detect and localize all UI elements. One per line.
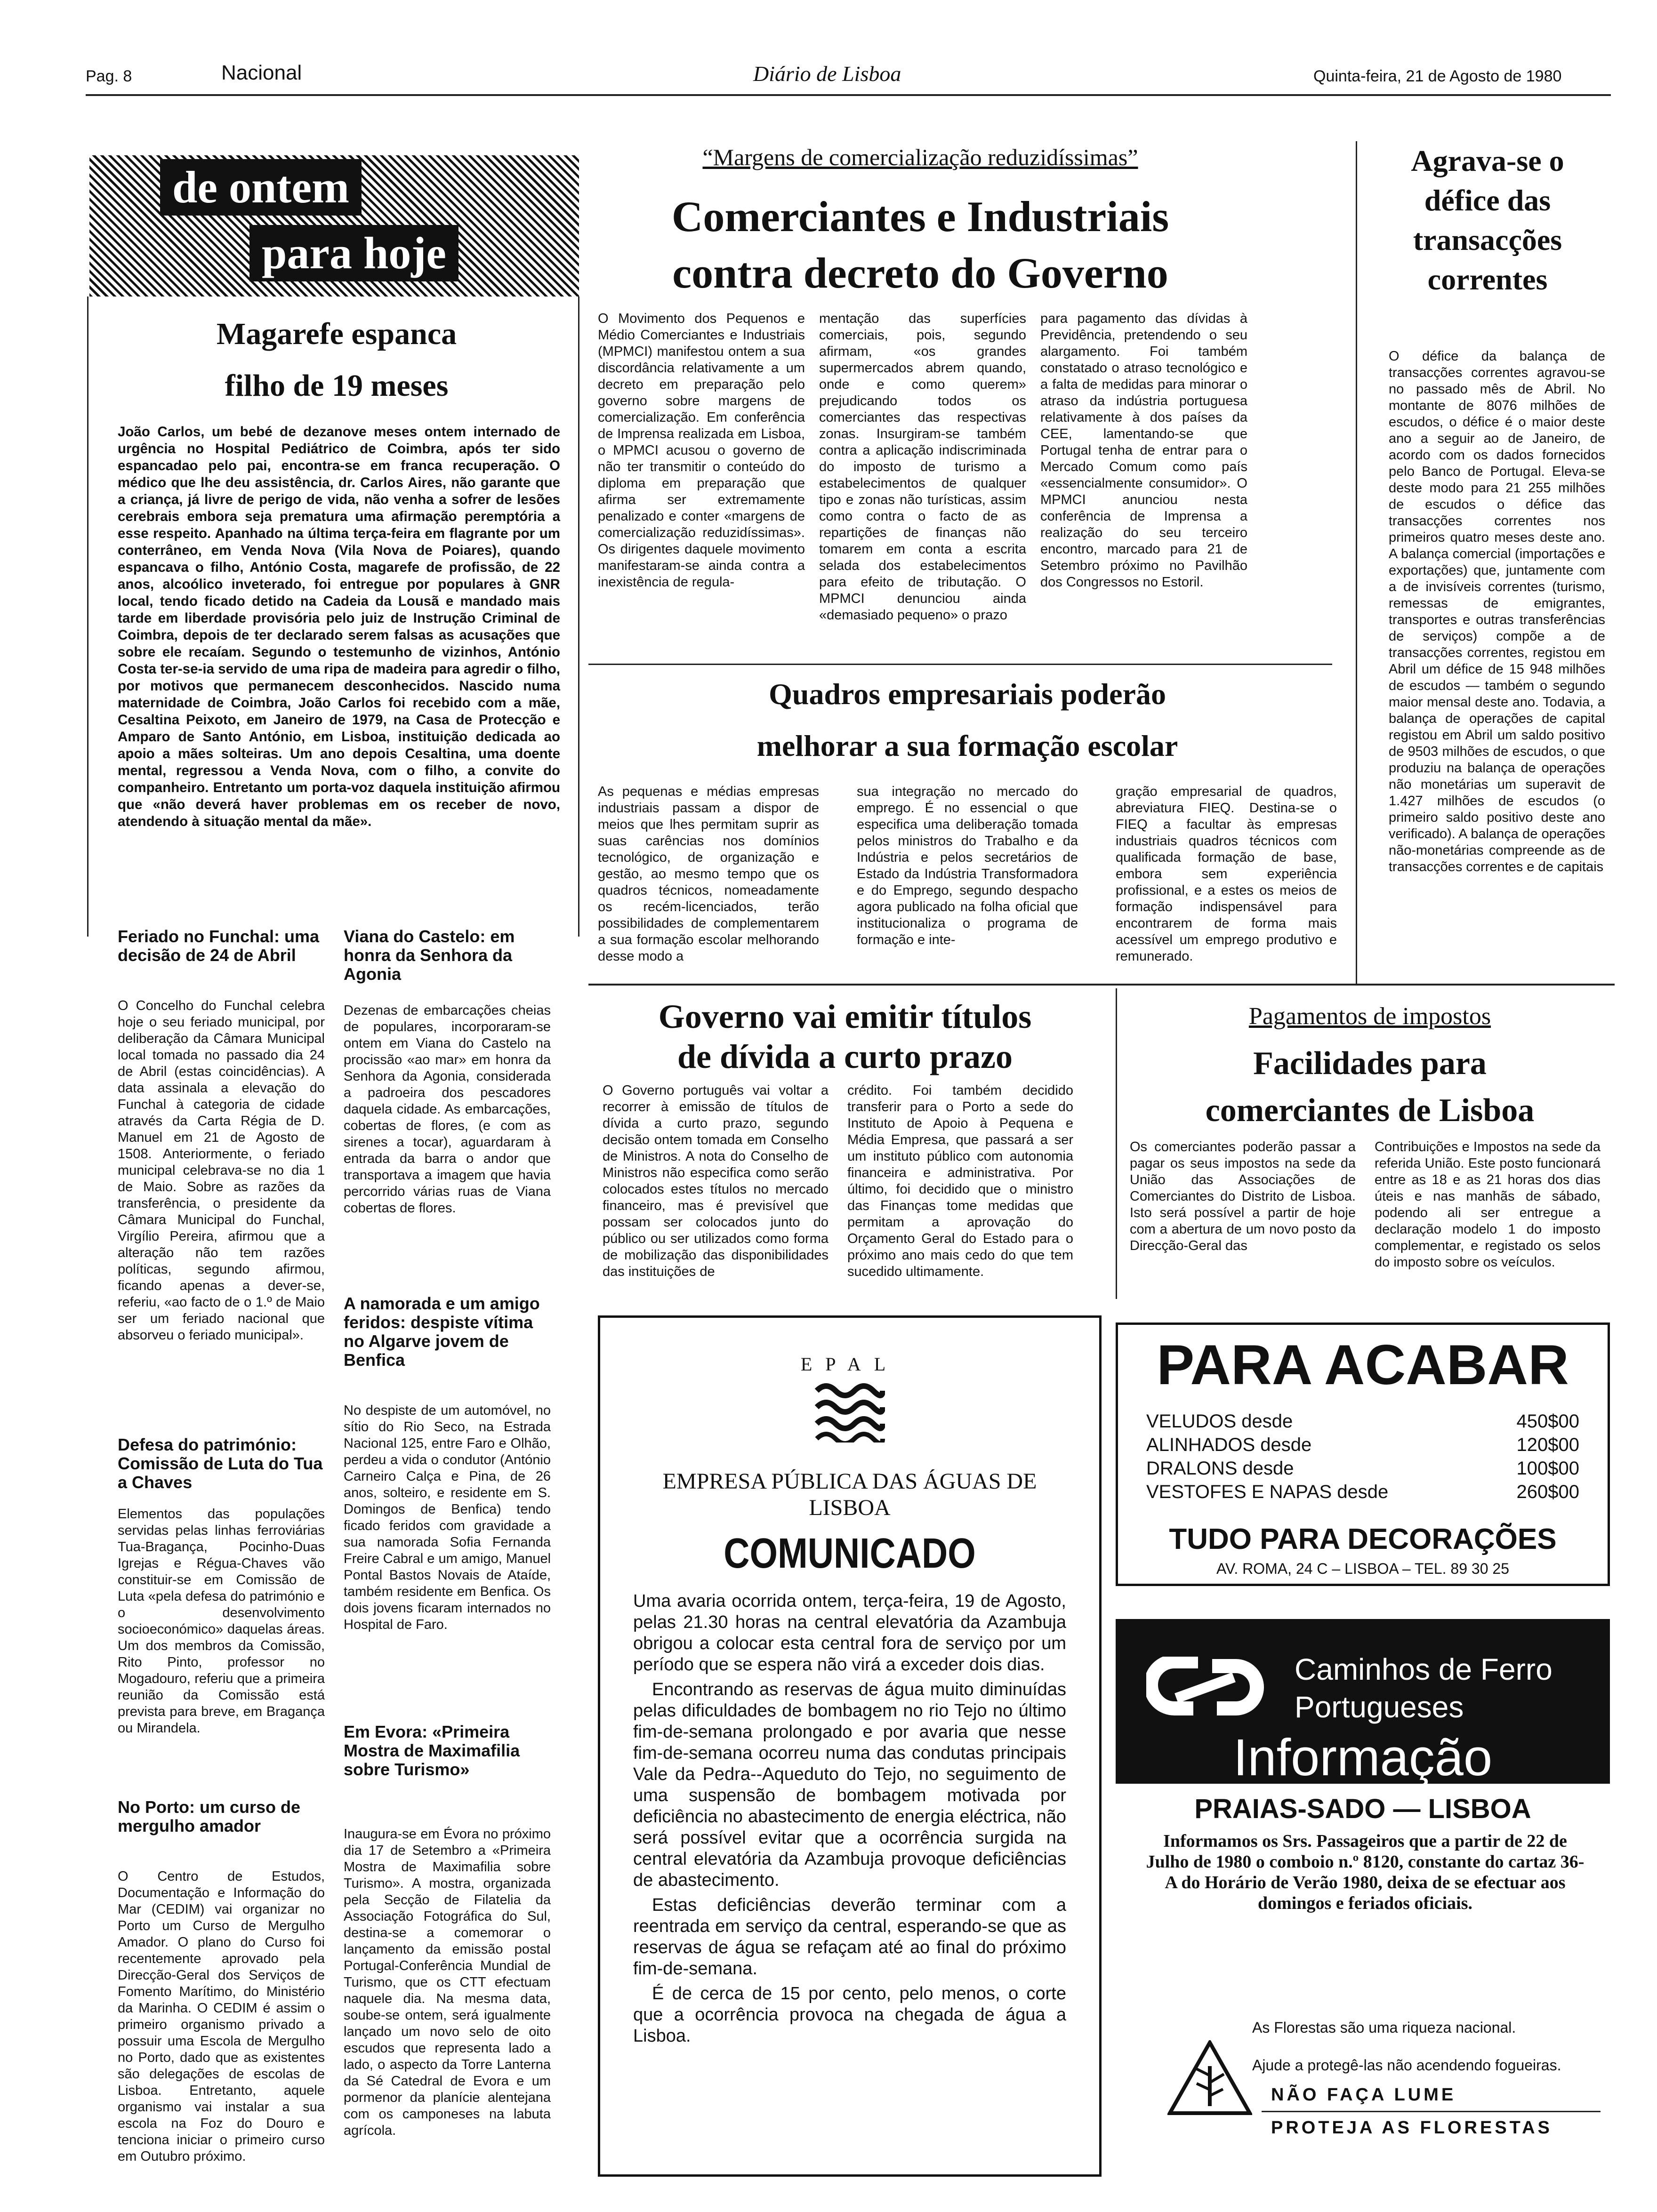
acabar-title: PARA ACABAR xyxy=(1157,1333,1569,1396)
epal-p2: Encontrando as reservas de água muito diminuídas pelas dificuldades de bombagem no rio Tejo no último fim-de-semana prolongado e por avaria que nesse fim-de-semana ocorreu numa das condutas principais Vale da Pedra--Aqueduto do Tejo, no seguimento de uma suspensão de bombagem motivada por deficiência no abastecimento de energia eléctrica, não será possível evitar que a ocorrência surgida na central elevatória da Azambuja provoque deficiências de abastecimento. xyxy=(633,1680,1066,1890)
acabar-item: ALINHADOS desde xyxy=(1146,1435,1312,1455)
funchal-body: O Concelho do Funchal celebra hoje o seu feriado municipal, por deliberação da Câmara Municipal local tomada no passado dia 24 de Abril (estas coincidências). A data assinala a elevação do Funchal à categoria de cidade através da Carta Régia de D. Manuel em 21 de Agosto de 1508. Anteriormente, o feriado municipal celebrava-se no dia 1 de Maio. Sobre as razões da transferência, o presidente da Câmara Municipal do Funchal, Virgílio Pereira, afirmou que a alteração não tem razões políticas, segundo afirmou, ficando apenas a dever-se, referiu, «ao facto de o 1.º de Maio ser um feriado nacional que absorveu o feriado municipal». xyxy=(118,998,325,1343)
acabar-item: VESTOFES E NAPAS desde xyxy=(1146,1482,1389,1502)
comerciantes-title1: Comerciantes e Industriais xyxy=(671,192,1169,240)
epal-p1: Uma avaria ocorrida ontem, terça-feira, 19 de Agosto, pelas 21.30 horas na central elevatória da Azambuja obrigou a colocar esta central fora de serviço por um período que se espera não virá a exceder dois dias. xyxy=(633,1591,1066,1675)
epal-waves-icon xyxy=(814,1381,885,1443)
comerciantes-title2: contra decreto do Governo xyxy=(672,249,1168,297)
acabar-address: AV. ROMA, 24 C – LISBOA – TEL. 89 30 25 xyxy=(1216,1560,1509,1577)
cp-banner: Informação xyxy=(1233,1729,1493,1787)
acabar-row xyxy=(1146,1457,1579,1480)
comerciantes-col1: O Movimento dos Pequenos e Médio Comerciantes e Industriais (MPMCI) manifestou ontem a sua discordância relativamente a um decreto em preparação pelo governo sobre margens de comercialização. Em conferência de Imprensa realizada em Lisboa, o MPMCI acusou o governo de não ter transmitir o conteúdo do diploma em preparação que afirma ser extremamente penalizado e conter «margens de comercialização reduzidíssimas». Os dirigentes daquele movimento manifestaram-se ainda contra a inexistência de regula- xyxy=(598,311,805,590)
comerciantes-col3: para pagamento das dívidas à Previdência, pretendendo o seu alargamento. Foi também constatado o atraso tecnológico e a falta de medidas para minorar o atraso da indústria portuguesa relativamente à dos países da CEE, lamentando-se que Portugal tenha de entrar para o Mercado Comum como país «essencialmente consumidor». O MPMCI anunciou nesta conferência de Imprensa a realização do seu terceiro encontro, marcado para 21 de Setembro próximo no Pavilhão dos Congressos no Estoril. xyxy=(1040,311,1247,590)
center-rule-2 xyxy=(588,984,1615,986)
porto-body: O Centro de Estudos, Documentação e Informação do Mar (CEDIM) vai organizar no Porto um Curso de Mergulho Amador. O plano do Curso foi recentemente aprovado pela Direcção-Geral dos Serviços de Fomento Marítimo, do Ministério da Marinha. O CEDIM é assim o primeiro organismo privado a possuir uma Escola de Mergulho no Porto, dado que as existentes são delegações de escolas de Lisboa. Entretanto, aquele organismo vai instalar a sua escola na Foz do Douro e tenciona iniciar o primeiro curso em Outubro próximo. xyxy=(118,1869,325,2164)
acabar-item: DRALONS desde xyxy=(1146,1458,1294,1479)
center-rule-1 xyxy=(588,664,1332,665)
acabar-price: 120$00 xyxy=(1516,1435,1579,1455)
cp-logo-icon xyxy=(1146,1657,1264,1718)
rubric-line1: de ontem xyxy=(160,159,362,216)
magarefe-body: João Carlos, um bebé de dezanove meses ontem internado de urgência no Hospital Pediátrico de Coimbra, após ter sido espancadao pelo pai, encontra-se em franca recuperação. O médico que lhe deu assistência, dr. Carlos Aires, não garante que a criança, já livre de perigo de vida, não venha a sofrer de lesões cerebrais embora seja prematura uma afirmação peremptória a esse respeito. Apanhado na última terça-feira em flagrante por um conterrâneo, em Venda Nova (Vila Nova de Poiares), quando espancava o filho, António Costa, magarefe de profissão, de 22 anos, alcoólico inveterado, foi entregue por populares à GNR local, tendo ficado detido na Cadeia da Lousã e mandado mais tarde em liberdade provisória pelo juiz de Instrução Criminal de Coimbra, depois de ter declarado serem falsas as acusações que sobre ele recaíam. Segundo o testemunho de vizinhos, António Costa ter-se-ia servido de uma ripa de madeira para agredir o filho, por motivos que permanecem desconhecidos. Nascido numa maternidade de Coimbra, João Carlos foi recebido com a mãe, Cesaltina Peixoto, em Janeiro de 1979, na Casa de Protecção e Amparo de Santo António, em Lisboa, instituição dedicada ao apoio a mães solteiras. Um ano depois Cesaltina, uma doente mental, regressou a Venda Nova, com o filho, a convite do companheiro. Entretanto um porta-voz daquela instituição afirmou que «não deverá haver problemas em os receber de novo, atendendo à situação mental da mãe». xyxy=(118,424,560,829)
namorada-body: No despiste de um automóvel, no sítio do Rio Seco, na Estrada Nacional 125, entre Faro e Olhão, perdeu a vida o condutor (António Carneiro Calça e Pina, de 26 anos, solteiro, e residente em S. Domingos de Benfica) tendo ficado feridos com gravidade a sua namorada Sofia Fernanda Freire Cabral e um amigo, Manuel Pontal Bastos Novais de Ataíde, também residente em Benfica. Os dois jovens ficaram internados no Hospital de Faro. xyxy=(344,1403,551,1632)
page-number: Pag. 8 xyxy=(86,67,132,85)
titulos-col1: O Governo português vai voltar a recorrer à emissão de títulos de dívida a curto prazo, segundo decisão ontem tomada em Conselho de Ministros. A nota do Conselho de Ministros não especifica como serão colocados estes títulos no mercado financeiro, mas é previsível que possam ser colocados junto do público ou ser utilizados como forma de mobilização das disponibilidades das instituições de xyxy=(603,1083,828,1279)
titulos-title2: de dívida a curto prazo xyxy=(677,1038,1013,1075)
defice-body: O défice da balança de transacções correntes agravou-se no passado mês de Abril. No montante de 8076 milhões de escudos, o défice é o maior deste ano a seguir ao de Janeiro, de acordo com os dados fornecidos pelo Banco de Portugal. Eleva-se deste modo para 21 255 milhões de escudos o défice das transacções correntes nos primeiros quatro meses deste ano. A balança comercial (importações e exportações) que, juntamente com a de invisíveis correntes (turismo, remessas de emigrantes, transportes e outras transferências de serviços) compõe a de transacções correntes, registou em Abril um défice de 15 948 milhões de escudos — também o segundo maior mensal deste ano. Todavia, a balança de operações de capital registou em Abril um saldo positivo de 9503 milhões de escudos, o que produziu na balança de operações não monetárias um superavit de 1.427 milhões de escudos (o primeiro saldo positivo deste ano verificado). A balança de operações não-monetárias compreende as de transacções correntes e de capitais xyxy=(1389,349,1605,874)
cp-header xyxy=(1116,1619,1610,1787)
issue-date: Quinta-feira, 21 de Agosto de 1980 xyxy=(1313,67,1562,85)
magarefe-title2: filho de 19 meses xyxy=(225,369,449,403)
acabar-price-list xyxy=(1146,1410,1579,1504)
cp-company2: Portugueses xyxy=(1295,1690,1464,1724)
evora-body: Inaugura-se em Évora no próximo dia 17 de Setembro a «Primeira Mostra de Maximafilia sobre Turismo». A mostra, organizada pela Secção de Filatelia da Associação Fotográfica do Sul, destina-se a comemorar o lançamento da emissão postal Portugal-Conferência Mundial de Turismo, que os CTT efectuam naquele dia. Na mesma data, soube-se ontem, será igualmente lançado um novo selo de oito escudos que representa lado a lado, o aspecto da Torre Lanterna da Sé Catedral de Evora e um pormenor da planície alentejana com os camponeses na labuta agrícola. xyxy=(344,1827,551,2138)
impostos-col2: Contribuições e Impostos na sede da referida União. Este posto funcionará entre as 18 e as 21 horas dos dias úteis e nas manhãs de sábado, podendo ali ser entregue a declaração modelo 1 do imposto complementar, e registado os selos do imposto sobre os veículos. xyxy=(1375,1139,1601,1270)
epal-p4: É de cerca de 15 por cento, pelo menos, o corte que a ocorrência provoca na chegada de água a Lisboa. xyxy=(633,1984,1066,2046)
impostos-kicker: Pagamentos de impostos xyxy=(1248,1003,1491,1030)
epal-company: EMPRESA PÚBLICA DAS ÁGUAS DE LISBOA xyxy=(662,1469,1037,1520)
evora-title: Em Evora: «Primeira Mostra de Maximafilia sobre Turismo» xyxy=(344,1722,520,1779)
viana-body: Dezenas de embarcações cheias de populares, incorporaram-se ontem em Viana do Castelo na procissão «ao mar» em honra da Senhora da Agonia, considerada a padroeira dos pescadores daquela cidade. As embarcações, cobertas de flores, (e com as sirenes a tocar), aguardaram à entrada da barra o andor que transportava a imagem que havia percorrido várias ruas de Viana cobertas de flores. xyxy=(344,1003,551,1216)
acabar-row xyxy=(1146,1433,1579,1457)
impostos-title1: Facilidades para xyxy=(1253,1045,1487,1082)
cp-company1: Caminhos de Ferro xyxy=(1295,1652,1552,1686)
comerciantes-col2: mentação das superfícies comerciais, pois, segundo afirmam, «os grandes supermercados abrem quando, onde e como querem» prejudicando todos os comerciantes das respectivas zonas. Insurgiram-se também contra a aplicação indiscriminada do imposto de turismo a estabelecimentos de qualquer tipo e zonas não turísticas, assim como contra o facto de as repartições de finanças não tomarem em conta a escrita selada dos estabelecimentos para efeito de tributação. O MPMCI denunciou ainda «demasiado pequeno» o prazo xyxy=(819,311,1026,623)
titulos-col2: crédito. Foi também decidido transferir para o Porto a sede do Instituto de Apoio à Pequena e Média Empresa, que passará a ser um instituto público com autonomia financeira e administrativa. Por último, foi decidido que o ministro das Finanças tome medidas que permitam a aprovação do Orçamento Geral do Estado para o próximo ano mais cedo do que tem sucedido ultimamente. xyxy=(847,1083,1073,1279)
rubric-line2: para hoje xyxy=(249,225,458,281)
funchal-title: Feriado no Funchal: uma decisão de 24 de Abril xyxy=(118,927,320,965)
epal-logo-text: EPAL xyxy=(800,1354,899,1375)
porto-title: No Porto: um curso de mergulho amador xyxy=(118,1797,301,1835)
florestas-line3: NÃO FAÇA LUME xyxy=(1271,2085,1456,2105)
acabar-price: 100$00 xyxy=(1516,1458,1579,1479)
impostos-title2: comerciantes de Lisboa xyxy=(1205,1092,1535,1129)
quadros-title2: melhorar a sua formação escolar xyxy=(756,729,1178,762)
epal-title: COMUNICADO xyxy=(724,1530,976,1577)
florestas-line4: PROTEJA AS FLORESTAS xyxy=(1271,2118,1552,2138)
florestas-ad xyxy=(1120,2010,1610,2174)
florestas-line1: As Florestas são uma riqueza nacional. xyxy=(1252,2019,1516,2036)
quadros-title1: Quadros empresariais poderão xyxy=(769,677,1166,711)
right-column-rule xyxy=(1356,141,1357,984)
cp-route: PRAIAS-SADO — LISBOA xyxy=(1194,1794,1531,1824)
florestas-line2: Ajude a protegê-las não acendendo fogueiras. xyxy=(1252,2057,1561,2074)
acabar-ad xyxy=(1116,1322,1610,1586)
impostos-col1: Os comerciantes poderão passar a pagar os seus impostos na sede da União das Associações de Comerciantes do Distrito de Lisboa. Isto será possível a partir de hoje com a abertura de um novo posto da Direcção-Geral das xyxy=(1130,1139,1356,1253)
tree-fire-icon xyxy=(1167,2040,1252,2116)
tua-body: Elementos das populações servidas pelas linhas ferroviárias Tua-Bragança, Pocinho-Duas Igrejas e Régua-Chaves vão constituir-se em Comissão de Luta «pela defesa do património e o desenvolvimento socioeconómico» daquelas áreas. Um dos membros da Comissão, Rito Pinto, professor no Mogadouro, referiu que a primeira reunião da Comissão está prevista para breve, em Bragança ou Mirandela. xyxy=(118,1507,325,1736)
quadros-col2: sua integração no mercado do emprego. É no essencial o que especifica uma deliberação tomada pelos ministros do Trabalho e da Indústria e pelos secretários de Estado da Indústria Transformadora e do Emprego, segundo despacho agora publicado na folha oficial que institucionaliza o programa de formação e inte- xyxy=(857,784,1078,947)
namorada-title: A namorada e um amigo feridos: despiste vítima no Algarve jovem de Benfica xyxy=(344,1294,540,1370)
section-label: Nacional xyxy=(221,61,302,84)
acabar-tagline: TUDO PARA DECORAÇÕES xyxy=(1169,1523,1557,1555)
masthead: Diário de Lisboa xyxy=(753,62,901,86)
magarefe-title1: Magarefe espanca xyxy=(216,317,457,351)
defice-title: Agrava-se o défice das transacções correntes xyxy=(1411,144,1564,296)
titulos-title1: Governo vai emitir títulos xyxy=(658,998,1032,1035)
acabar-item: VELUDOS desde xyxy=(1146,1411,1293,1432)
comerciantes-kicker: “Margens de comercialização reduzidíssimas” xyxy=(702,144,1138,170)
cp-ad xyxy=(1116,1619,1610,1981)
cp-notice: Informamos os Srs. Passageiros que a partir de 22 de Julho de 1980 o comboio n.º 8120, constante do cartaz 36-A do Horário de Verão 1980, deixa de se efectuar aos domingos e feriados oficiais. xyxy=(1146,1831,1585,1913)
epal-text xyxy=(633,1591,1066,2051)
tua-title: Defesa do património: Comissão de Luta do Tua a Chaves xyxy=(118,1435,323,1492)
acabar-row xyxy=(1146,1410,1579,1433)
viana-title: Viana do Castelo: em honra da Senhora da Agonia xyxy=(344,927,515,984)
center-right-rule xyxy=(1116,988,1117,1299)
header-rule xyxy=(86,94,1611,96)
quadros-col3: gração empresarial de quadros, abreviatura FIEQ. Destina-se o FIEQ a facultar às empresas industriais quadros técnicos com qualificada formação de base, embora sem experiência profissional, e a estes os meios de formação indispensável para encontrarem de forma mais acessível um emprego produtivo e remunerado. xyxy=(1116,784,1337,964)
acabar-price: 260$00 xyxy=(1516,1482,1579,1502)
quadros-col1: As pequenas e médias empresas industriais passam a dispor de meios que lhes permitam suprir as suas carências nos domínios tecnológico, de organização e gestão, ao mesmo tempo que os quadros técnicos, nomeadamente os recém-licenciados, terão possibilidades de complementarem a sua formação escolar melhorando desse modo a xyxy=(598,784,819,964)
epal-p3: Estas deficiências deverão terminar com a reentrada em serviço da central, esperando-se que as reservas de água se refaçam até ao final do próximo fim-de-semana. xyxy=(633,1895,1066,1979)
acabar-price: 450$00 xyxy=(1516,1411,1579,1432)
acabar-row xyxy=(1146,1480,1579,1504)
left-column-rule xyxy=(87,297,88,937)
epal-ad xyxy=(598,1315,1102,2177)
florestas-rule xyxy=(1262,2111,1601,2112)
